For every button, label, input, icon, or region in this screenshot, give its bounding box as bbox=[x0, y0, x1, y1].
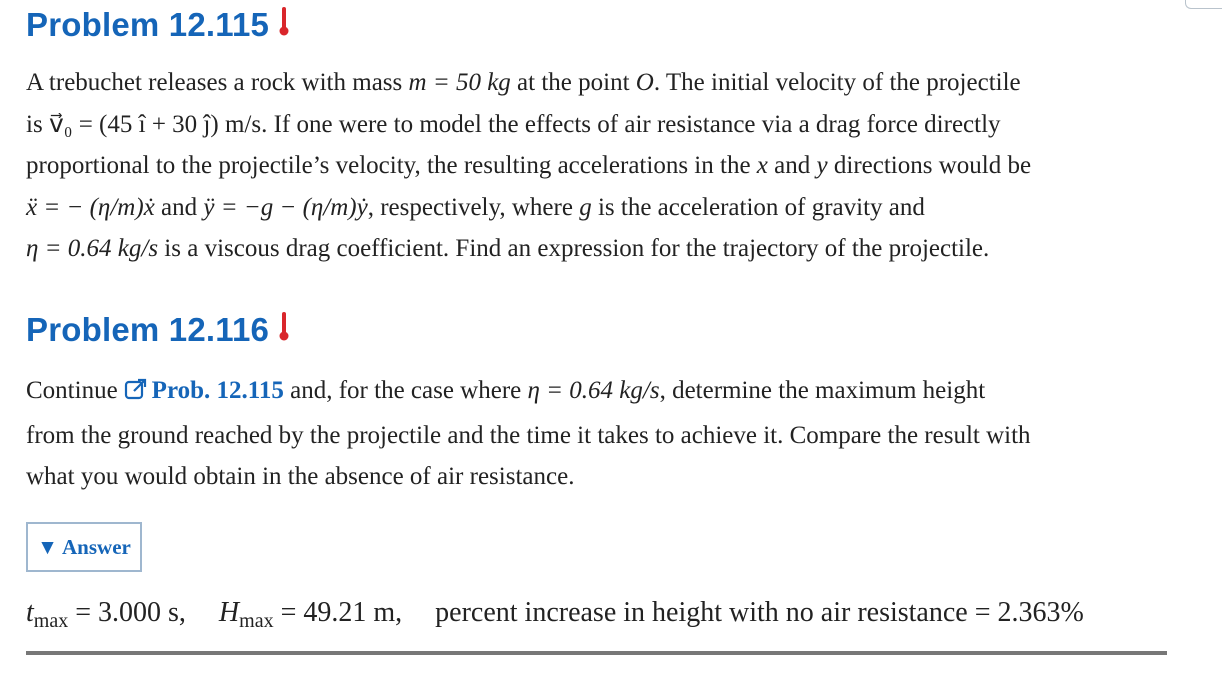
problem-12-115-title bbox=[26, 6, 289, 44]
problem-12-115-text: A trebuchet releases a rock with mass m = 50 kg at the point O. The initial velocity of the projectile is v⃗₀ = (45 î + 30 ĵ) m/s. If one were to model the effects of air resistance via a drag force directly proportional to the projectile’s velocity, the resulting accelerations in the x and y directions would be ẍ = − (η/m)ẋ and ÿ = −g − (η/m)ẏ, respectively, where g is the acceleration of gravity and η = 0.64 kg/s is a viscous drag coefficient. Find an expression for the trajectory of the projectile. bbox=[26, 69, 1032, 262]
initial-velocity-equation: v⃗₀ = (45 î + 30 ĵ) m/s bbox=[48, 110, 262, 138]
answer-values: $t_{max} = 3.000$ s, $H_{max} = 49.21$ m, percent increase in height with no air resistance = 2.363% bbox=[26, 597, 1084, 632]
window-corner bbox=[1185, 0, 1222, 9]
problem-title-text: Problem 12.116 bbox=[26, 311, 270, 348]
drag-coefficient-equation: η = 0.64 kg/s bbox=[26, 235, 159, 262]
answer-toggle-button[interactable]: ▼ Answer bbox=[26, 522, 142, 572]
y-acceleration-equation: ÿ = −g − (η/m)ẏ bbox=[203, 193, 368, 221]
t-max-value: = 3.000 s, bbox=[75, 597, 186, 628]
problem-12-116-text: Continue Prob. 12.115 and, for the case where η = 0.64 kg/s, determine the maximum height from the ground reached by the projectile and the time it takes to achieve it. Compare the result with what you would obtain in the absence of air resistance. bbox=[26, 370, 1176, 498]
point-o: O bbox=[635, 69, 654, 96]
external-link-icon[interactable] bbox=[124, 373, 148, 415]
drag-coefficient-equation: η = 0.64 kg/s bbox=[527, 377, 660, 404]
thermometer-icon bbox=[279, 6, 289, 44]
mass-equation: m = 50 kg bbox=[408, 69, 511, 96]
x-acceleration-equation: ẍ = − (η/m)ẋ bbox=[26, 193, 155, 221]
percent-increase-text: percent increase in height with no air resistance = 2.363% bbox=[435, 597, 1084, 628]
problem-12-116-title bbox=[26, 311, 289, 349]
problem-title-text: Problem 12.115 bbox=[26, 6, 270, 43]
h-max-value: = 49.21 m, bbox=[280, 597, 403, 628]
answer-divider bbox=[26, 651, 1167, 655]
thermometer-icon bbox=[279, 311, 289, 349]
prob-12-115-link[interactable]: Prob. 12.115 bbox=[151, 377, 284, 404]
